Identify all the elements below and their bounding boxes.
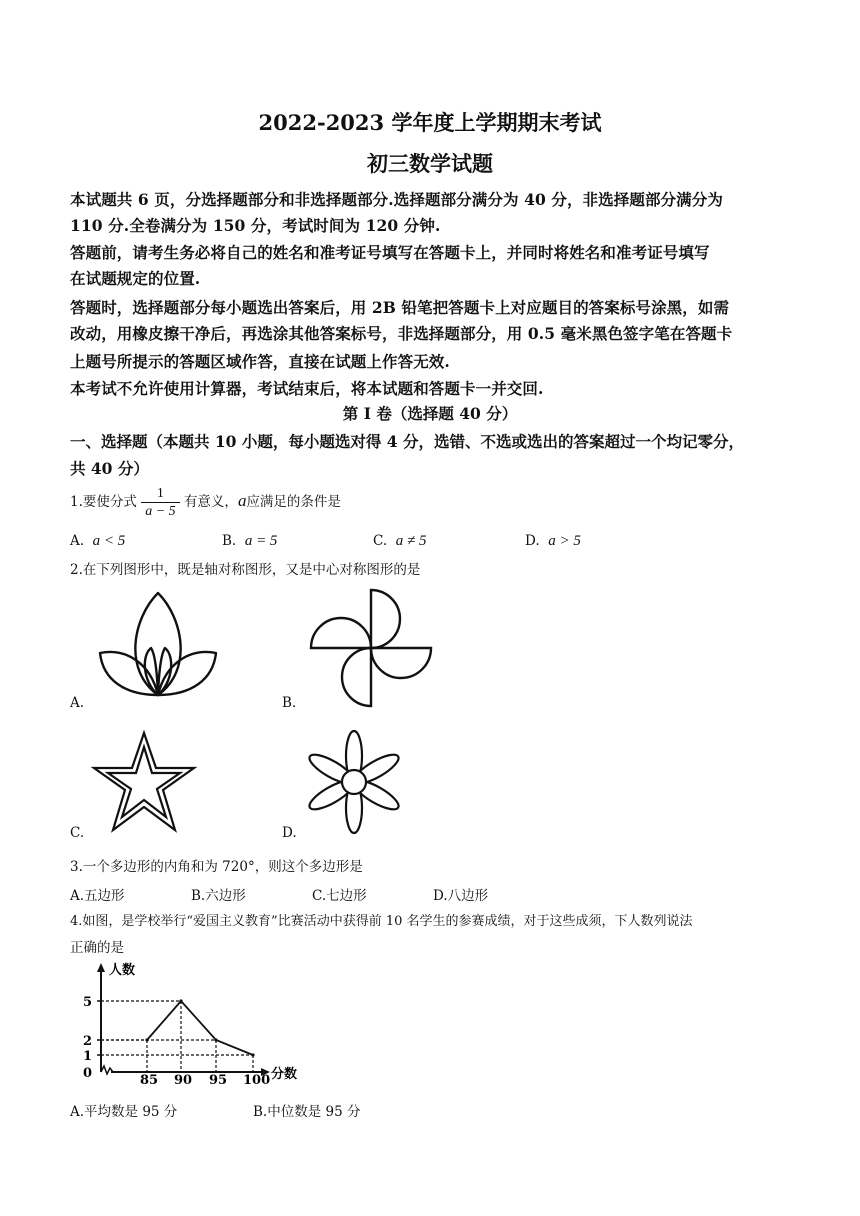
y-tick-label: 0 <box>83 1066 93 1081</box>
y-tick-label: 5 <box>83 995 93 1010</box>
q1-option-b[interactable] <box>222 533 277 550</box>
option-label: D. <box>525 533 540 549</box>
exam-subtitle: 初三数学试题 <box>367 151 493 176</box>
data-point <box>214 1038 217 1041</box>
q1-fraction <box>141 485 179 520</box>
score-line-chart <box>75 960 320 1085</box>
x-axis-label: 分数 <box>271 1067 298 1082</box>
q4-option-b[interactable]: B.中位数是 95 分 <box>253 1104 361 1120</box>
q1-variable: a <box>237 491 247 510</box>
section-title-continued: 共 40 分） <box>70 459 149 478</box>
star-figure-icon <box>90 730 198 835</box>
data-point <box>251 1053 254 1056</box>
section-title: 一、选择题（本题共 10 小题，每小题选对得 4 分，选错、不选或选出的答案超过一个均记零分， <box>70 432 744 451</box>
q2-option-c[interactable]: C. <box>70 825 85 841</box>
q2-option-a[interactable]: A. <box>70 695 85 711</box>
x-tick-label: 85 <box>140 1073 159 1085</box>
flower-figure-icon <box>306 727 402 837</box>
y-tick-label: 1 <box>83 1049 93 1064</box>
q1-prefix: 1.要使分式 <box>70 494 137 510</box>
q1-option-d[interactable] <box>525 533 581 550</box>
q1-fraction-denominator: a − 5 <box>145 504 176 519</box>
x-tick-label: 100 <box>243 1073 271 1085</box>
exam-title: 2022-2023 学年度上学期期末考试 <box>258 110 602 135</box>
y-tick-label: 2 <box>83 1034 93 1049</box>
instruction-line: 本试题共 6 页，分选择题部分和非选择题部分.选择题部分满分为 40 分，非选择题部分满分为 <box>70 190 723 209</box>
q3-option-d[interactable]: D.八边形 <box>433 888 489 904</box>
question-2: 2.在下列图形中，既是轴对称图形，又是中心对称图形的是 <box>70 562 421 578</box>
option-value: a ≠ 5 <box>395 533 427 549</box>
question-4-continued: 正确的是 <box>70 940 124 956</box>
instruction-line: 改动，用橡皮擦干净后，再选涂其他答案标号，非选择题部分，用 0.5 毫米黑色签字笔在答题卡 <box>70 324 733 343</box>
q1-fraction-numerator: 1 <box>141 485 179 503</box>
y-axis-arrow-icon <box>97 963 105 972</box>
q1-mid: 有意义， <box>183 494 238 510</box>
q1-suffix: 应满足的条件是 <box>246 494 341 510</box>
part-title: 第 I 卷（选择题 40 分） <box>342 404 518 423</box>
option-value: a = 5 <box>244 533 278 549</box>
x-tick-label: 90 <box>174 1073 193 1085</box>
x-tick-label: 95 <box>209 1073 228 1085</box>
q3-option-a[interactable]: A.五边形 <box>70 888 125 904</box>
q4-option-a[interactable]: A.平均数是 95 分 <box>70 1104 178 1120</box>
question-3: 3.一个多边形的内角和为 720°，则这个多边形是 <box>70 859 363 875</box>
option-value: a < 5 <box>92 533 126 549</box>
instruction-line: 上题号所提示的答题区域作答，直接在试题上作答无效. <box>70 352 450 371</box>
data-point <box>179 999 182 1002</box>
option-label: B. <box>222 533 237 549</box>
question-1 <box>70 485 341 520</box>
q1-option-a[interactable] <box>70 533 125 550</box>
q2-option-b[interactable]: B. <box>282 695 297 711</box>
instruction-line: 答题前，请考生务必将自己的姓名和准考证号填写在答题卡上，并同时将姓名和准考证号填写 <box>70 243 710 262</box>
q3-option-c[interactable]: C.七边形 <box>312 888 367 904</box>
instruction-line: 本考试不允许使用计算器，考试结束后，将本试题和答题卡一并交回. <box>70 379 544 398</box>
option-value: a > 5 <box>548 533 581 549</box>
q3-option-b[interactable]: B.六边形 <box>191 888 246 904</box>
option-label: A. <box>70 533 85 549</box>
instruction-line: 答题时，选择题部分每小题选出答案后，用 2B 铅笔把答题卡上对应题目的答案标号涂黑，如需 <box>70 298 730 317</box>
data-point <box>145 1038 148 1041</box>
question-4: 4.如图，是学校举行“爱国主义教育”比赛活动中获得前 10 名学生的参赛成绩，对于这些成须，下人数列说法 <box>70 914 693 929</box>
q1-option-c[interactable] <box>373 533 426 550</box>
q2-option-d[interactable]: D. <box>282 825 297 841</box>
lotus-figure-icon <box>95 590 221 700</box>
series-line <box>147 1001 253 1055</box>
y-axis-label: 人数 <box>109 963 136 978</box>
instruction-line: 110 分.全卷满分为 150 分，考试时间为 120 分钟. <box>70 216 441 235</box>
option-label: C. <box>373 533 388 549</box>
pinwheel-figure-icon <box>308 588 438 708</box>
instruction-line: 在试题规定的位置. <box>70 269 201 288</box>
